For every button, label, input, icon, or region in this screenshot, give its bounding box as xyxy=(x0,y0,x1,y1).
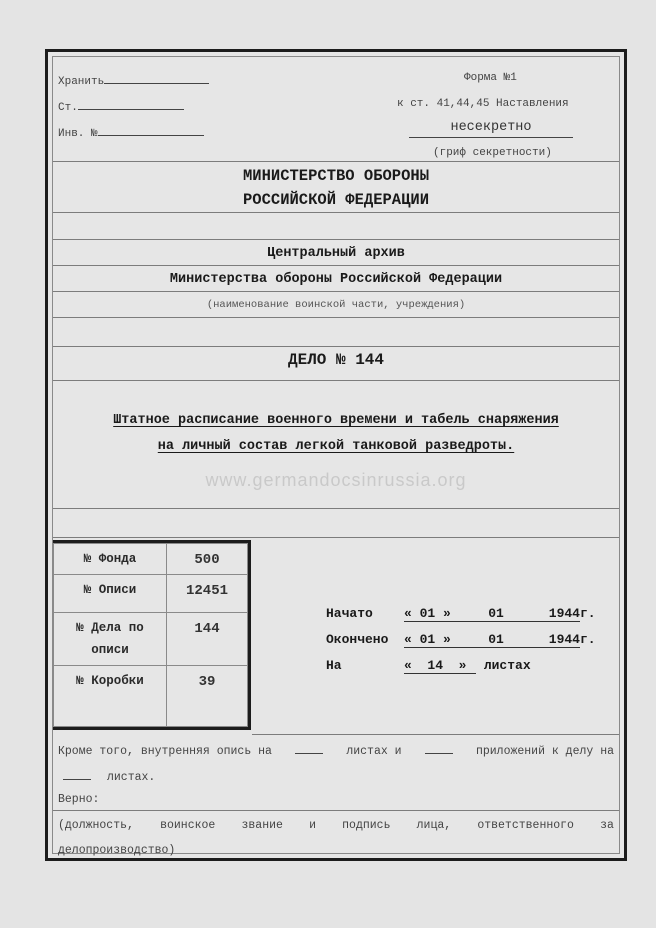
ended-date xyxy=(404,632,580,648)
form-reference: к ст. 41,44,45 Наставления xyxy=(397,98,569,110)
archive-line2: Министерства обороны Российской Федерации xyxy=(169,272,503,287)
verified-label: Верно: xyxy=(58,793,100,806)
attachments-blank xyxy=(425,743,453,754)
signature-caption-word: (должность, xyxy=(58,819,134,832)
case-title: ДЕЛО № 144 xyxy=(287,351,384,369)
catalog-row xyxy=(54,613,248,666)
case-subject-line1: Штатное расписание военного времени и табель снаряжения xyxy=(113,413,559,428)
archive-caption: (наименование воинской части, учреждения) xyxy=(206,299,466,311)
rule xyxy=(53,239,619,240)
ended-month: 01 xyxy=(488,632,504,647)
catalog-label-line2: описи xyxy=(91,643,129,657)
ended-year: 1944 xyxy=(548,632,580,647)
catalog-label-line1: № Дела по xyxy=(76,621,144,635)
inv-blank xyxy=(98,124,204,136)
catalog-row xyxy=(54,666,248,727)
rule xyxy=(53,810,619,811)
secrecy-value: несекретно xyxy=(409,120,573,138)
rule xyxy=(53,508,619,509)
case-subject-line2: на личный состав легкой танковой разведроты. xyxy=(157,439,515,454)
signature-caption-word: воинское xyxy=(160,819,216,832)
ministry-line2: РОССИЙСКОЙ ФЕДЕРАЦИИ xyxy=(242,191,430,209)
inventory-sheets-blank xyxy=(295,743,323,754)
rule xyxy=(53,265,619,266)
catalog-label: № Фонда xyxy=(54,544,167,575)
started-year: 1944 xyxy=(548,606,580,621)
inventory-text: приложений к делу на xyxy=(475,745,614,758)
rule xyxy=(53,291,619,292)
rule xyxy=(53,212,619,213)
year-suffix: г. xyxy=(580,606,596,621)
catalog-row xyxy=(54,575,248,613)
ended-label: Окончено xyxy=(326,632,389,647)
st-field xyxy=(58,98,184,114)
inventory-text: Кроме того, внутренняя опись на xyxy=(58,745,272,758)
catalog-label xyxy=(54,613,167,666)
inventory-line2 xyxy=(63,769,155,784)
store-label: Хранить xyxy=(58,76,105,88)
watermark: www.germandocsinrussia.org xyxy=(205,470,467,490)
catalog-value: 12451 xyxy=(167,575,248,613)
rule xyxy=(53,346,619,347)
ended-day: « 01 » xyxy=(404,632,451,647)
signature-caption-word: ответственного xyxy=(477,819,574,832)
catalog-value: 39 xyxy=(167,666,248,727)
started-row xyxy=(326,606,596,622)
started-date xyxy=(404,606,580,622)
catalog-table xyxy=(53,540,251,730)
signature-caption-word: подпись xyxy=(342,819,391,832)
form-frame xyxy=(52,56,620,857)
inventory-line xyxy=(58,743,614,758)
rule xyxy=(53,161,619,162)
rule xyxy=(252,734,619,735)
catalog-label: № Описи xyxy=(54,575,167,613)
signature-caption-word: лица, xyxy=(416,819,452,832)
rule xyxy=(53,317,619,318)
catalog-label: № Коробки xyxy=(54,666,167,727)
catalog-value: 144 xyxy=(167,613,248,666)
rule xyxy=(53,380,619,381)
sheets-value: « 14 » xyxy=(404,658,476,674)
inv-label: Инв. № xyxy=(58,128,98,140)
ended-row xyxy=(326,632,596,648)
secrecy-caption: (гриф секретности) xyxy=(433,147,552,159)
started-label: Начато xyxy=(326,606,373,621)
st-label: Ст. xyxy=(58,102,78,114)
document-sheet xyxy=(45,49,627,861)
ministry-line1: МИНИСТЕРСТВО ОБОРОНЫ xyxy=(242,167,430,185)
catalog-value: 500 xyxy=(167,544,248,575)
signature-caption-word: и xyxy=(309,819,316,832)
signature-caption xyxy=(58,819,614,832)
sheets-label: На xyxy=(326,658,342,673)
store-field xyxy=(58,72,209,88)
sheets-row xyxy=(326,658,531,674)
year-suffix: г. xyxy=(580,632,596,647)
form-number: Форма №1 xyxy=(464,72,517,84)
sheets-suffix: листах xyxy=(483,658,531,673)
inventory-text: листах. xyxy=(107,771,156,784)
signature-caption-line2: делопроизводство) xyxy=(58,844,176,857)
inventory-text: листах и xyxy=(346,745,402,758)
catalog-row xyxy=(54,544,248,575)
attached-sheets-blank xyxy=(63,769,91,780)
st-blank xyxy=(78,98,184,110)
signature-caption-word: звание xyxy=(241,819,283,832)
inv-field xyxy=(58,124,204,140)
archive-line1: Центральный архив xyxy=(267,246,405,261)
started-day: « 01 » xyxy=(404,606,451,621)
store-blank xyxy=(104,72,209,84)
signature-caption-word: за xyxy=(600,819,614,832)
started-month: 01 xyxy=(488,606,504,621)
rule xyxy=(53,537,619,538)
